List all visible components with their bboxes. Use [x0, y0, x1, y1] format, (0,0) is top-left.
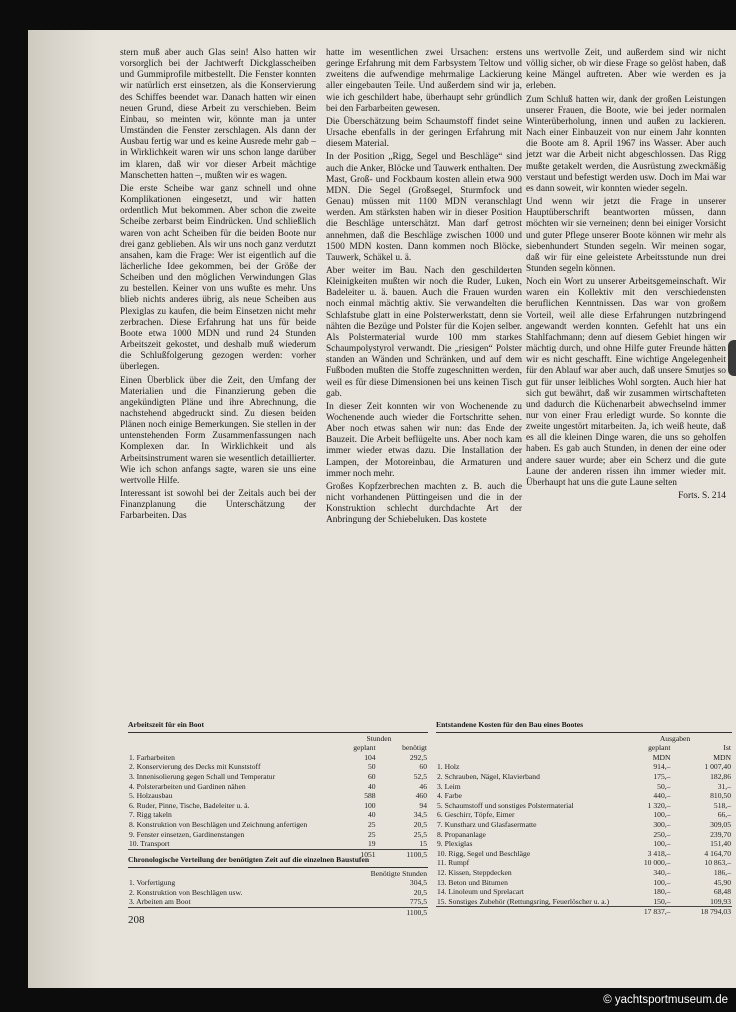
- page-gutter: [28, 30, 100, 988]
- row-label: 5. Holzausbau: [129, 791, 173, 801]
- row-label: 14. Linoleum und Sprelacart: [437, 887, 524, 897]
- watermark-credit: © yachtsportmuseum.de: [603, 994, 728, 1006]
- table-row: [128, 888, 428, 898]
- row-value: 775,5: [409, 897, 427, 907]
- row-value: 50,–: [657, 781, 671, 791]
- row-value: 20,5: [413, 887, 427, 897]
- column-header: Benötigte Stunden: [370, 868, 427, 878]
- row-label: 9. Plexiglas: [437, 839, 473, 849]
- row-label: 3. Innenisolierung gegen Schall und Temperatur: [129, 771, 276, 781]
- table-row: [436, 878, 732, 888]
- table-row: [436, 782, 732, 792]
- row-value: 588: [364, 791, 376, 801]
- row-value: 292,5: [409, 752, 427, 762]
- table-row: [436, 791, 732, 801]
- row-label: 11. Rumpf: [437, 858, 470, 868]
- table-row: [128, 878, 428, 888]
- row-label: 10. Rigg, Segel und Beschläge: [437, 848, 531, 858]
- table-row: [436, 887, 732, 897]
- row-value: 150,–: [653, 896, 671, 906]
- paragraph: Noch ein Wort zu unserer Arbeitsgemeinschaft. Wir waren ein Kollektiv mit den verschiedensten beruflichen Kenntnissen. Das war von großem Vorteil, weil alle diese Erfahrungen nutzbringend angewandt werden konnten. Gefehlt hat uns ein Stahlfachmann; denn auf diesem Gebiet hingen wir mächtig durch, und ohne Hilfe guter Freunde hätten wir es nicht geschafft. Eine wichtige Angelegenheit für den Ablauf war aber auch, daß unsere Smutjes so gut für unser leibliches Wohl sorgten. Auch hier hat sich gut bewährt, daß wir zusammen wirtschafteten und dadurch die Küchenarbeit abwechselnd immer nur von einer Frau erledigt wurde. So konnte die zweite ungestört mitarbeiten. Ja, ich weiß heute, daß es all die kleinen Dinge waren, die uns so geholfen haben. Es gab auch Stunden, in denen der eine oder andere sauer wurde; aber ein Scherz und die gute Laune der anderen rissen ihn immer wieder mit. Überhaupt hat uns die gute Laune selten: [526, 277, 726, 488]
- paragraph: In dieser Zeit konnten wir von Wochenende zu Wochenende auch wieder die Fortschritte sehen. Aber noch etwas sahen wir nun: das Ende der Bauzeit. Die Arbeit beflügelte uns. Aber noch kam immer wieder etwas dazu. Die Installation der Lampen, der Motoreinbau, die Armaturen und immer noch mehr.: [326, 401, 522, 479]
- total-planned: 1051: [330, 849, 377, 859]
- row-value: 66,–: [717, 810, 731, 820]
- row-value: 239,70: [710, 829, 731, 839]
- table-row: [436, 868, 732, 878]
- row-value: 250,–: [653, 829, 671, 839]
- row-value: 518,–: [713, 800, 731, 810]
- table-row: [128, 801, 428, 811]
- total-hours: 1100,5: [327, 907, 428, 917]
- paragraph: Die Überschätzung beim Schaumstoff findet seine Ursache ebenfalls in der geringen Erfahrung mit diesem Material.: [326, 116, 522, 150]
- row-label: 6. Geschirr, Töpfe, Eimer: [437, 810, 515, 820]
- row-value: 25: [367, 829, 376, 839]
- column-header: geplant: [353, 743, 376, 753]
- paragraph: Aber weiter im Bau. Nach den geschilderten Kleinigkeiten mußten wir noch die Ruder, Luken, Badeleiter u. ä. bauen. Auch die Frauen wurden noch einmal mächtig aktiv. Sie verwandelten die Schlafstube glatt in eine Polsterwerkstatt, denn sie nähten die Bezüge und Polster für die Kojen selber. Als Polstermaterial wurde 100 mm starkes Schaumpolystyrol verwandt. Die „riesigen“ Polster standen an Wänden und Schränken, und auf dem Fußboden mußten die Stoffe zugeschnitten werden, weil es für diese Dimensionen bei uns keinen Tisch gab.: [326, 265, 522, 399]
- row-value: 20,5: [413, 819, 427, 829]
- column-unit: MDN: [713, 752, 731, 762]
- table-row: [128, 830, 428, 840]
- row-label: 5. Schaumstoff und sonstiges Polstermaterial: [437, 800, 574, 810]
- row-value: 300,–: [653, 819, 671, 829]
- text-column-3: [526, 48, 726, 502]
- paragraph: In der Position „Rigg, Segel und Beschläge“ sind auch die Anker, Blöcke und Tauwerk enthalten. Der Mast, Groß- und Fockbaum kosten allein etwa 900 MDN. Die Segel (Großsegel, Sturmfock und Genau) müssen mit 1100 MDN veranschlagt werden. Am stärksten haben wir in dieser Position die Beschläge unterschätzt. Man darf getrost annehmen, daß die Beschläge zwischen 1000 und 1500 MDN kosten. Dann kommen noch Blöcke, Tauwerk, Schäkel u. ä.: [326, 152, 522, 263]
- paragraph: Die erste Scheibe war ganz schnell und ohne Komplikationen eingesetzt, und wir hatten ordentlich Mut bekommen. Aber schon die zweite Scheibe zerbarst beim Eindrücken. Und schließlich waren von acht Scheiben für die beiden Boote nur drei ganz geblieben. Als wir uns noch ganz verdutzt ansahen, kam die Frage: Wer ist eigentlich auf die lächerliche Idee gekommen, bei der Größe der Scheiben und den möglichen Verwindungen Glas zu bestellen. Keiner von uns wußte es mehr. Uns blieb nichts anderes übrig, als neue Scheiben aus Plexiglas zu kaufen, die beim Einsetzen nicht mehr zerbrachen. Diese Erfahrung hat uns für beide Boote etwa 1000 MDN und rund 24 Stunden Arbeitszeit gekostet, und deshalb muß wiederum die Schlußfolgerung gezogen werden: vorher überlegen.: [120, 183, 316, 373]
- table-row: [436, 762, 732, 772]
- row-value: 340,–: [653, 867, 671, 877]
- table-row: [128, 772, 428, 782]
- row-value: 309,05: [710, 819, 731, 829]
- table-row: [436, 858, 732, 868]
- row-label: 8. Konstruktion von Beschlägen und Zeichnung anfertigen: [129, 819, 308, 829]
- table-row: [128, 839, 428, 849]
- row-label: 4. Farbe: [437, 791, 462, 801]
- paragraph: Zum Schluß hatten wir, dank der großen Leistungen unserer Frauen, die Boote, wie bei jeder normalen Winterüberholung, innen und außen zu lackieren. Nach einer Einbauzeit von nur einem Jahr konnten die Boote am 8. April 1967 ins Wasser. Aber auch jetzt war die Arbeit nicht abgeschlossen. Das Rigg mußte getakelt werden, die Ausrüstung zweckmäßig verstaut und befestigt werden usw. Doch im Mai war es dann soweit, wir konnten wieder segeln.: [526, 94, 726, 194]
- cost-table: [436, 720, 732, 917]
- row-value: 40: [367, 810, 376, 820]
- table-row: [128, 810, 428, 820]
- paragraph: stern muß aber auch Glas sein! Also hatten wir vorsorglich bei der Jachtwerft Dickglasscheiben und Gummiprofile mitbestellt. Die Fenster konnten wir natürlich erst einsetzen, als die Konservierung des Schiffes beendet war. Danach hatten wir einen neuen Grund, diese Arbeit zu verschieben. Beim Einbau, so meinten wir, könnte man ja unter Umständen die Fenster zerschlagen. Als dann der Ausbau fertig war und es keine Ausrede mehr gab – in Wirklichkeit waren wir uns schon lange darüber im klaren, daß wir vor dieser Arbeit mächtige Manschetten hatten –, mußten wir es wagen.: [120, 48, 316, 181]
- paragraph: Und wenn wir jetzt die Frage in unserer Hauptüberschrift beantworten müssen, dann möchten wir sie verneinen; denn bei einiger Vorsicht und guter Pflege unserer Boote können wir mehr als siebenhundert Stunden segeln. Wir meinen sogar, daß wir für eine geleistete Arbeitsstunde nun drei Stunden segeln können.: [526, 197, 726, 274]
- table-row: [436, 897, 732, 907]
- table-row: [436, 801, 732, 811]
- magazine-page: [28, 30, 736, 988]
- work-hours-table: [128, 720, 428, 859]
- table-row: [436, 849, 732, 859]
- total-planned: 17 837,–: [618, 907, 671, 917]
- phase-distribution-table: [128, 855, 428, 918]
- row-value: 68,48: [713, 887, 731, 897]
- table-row: [436, 810, 732, 820]
- table-row: [128, 897, 428, 907]
- table-row: [436, 772, 732, 782]
- paragraph: Großes Kopfzerbrechen machten z. B. auch die nicht vorhandenen Püttingeisen und die in der Konstruktion schlecht durchdachte Art der Anbringung der Schiebeluken. Das kostete: [326, 481, 522, 526]
- table-row: [128, 753, 428, 763]
- row-value: 100: [364, 800, 376, 810]
- row-value: 4 164,70: [704, 848, 731, 858]
- row-value: 810,50: [710, 791, 731, 801]
- row-value: 100,–: [653, 810, 671, 820]
- row-value: 60: [419, 762, 427, 772]
- row-value: 1 320,–: [647, 800, 671, 810]
- row-label: 8. Propananlage: [437, 829, 486, 839]
- column-group-header: Stunden: [366, 733, 392, 743]
- row-value: 25: [367, 819, 376, 829]
- table-row: [128, 762, 428, 772]
- row-value: 109,93: [710, 896, 731, 906]
- row-value: 34,5: [413, 810, 427, 820]
- table-row: [436, 839, 732, 849]
- row-value: 460: [415, 791, 427, 801]
- column-header: geplant: [648, 743, 671, 753]
- row-value: 151,40: [710, 839, 731, 849]
- row-label: 4. Polsterarbeiten und Gardinen nähen: [129, 781, 246, 791]
- table-title: Entstandene Kosten für den Bau eines Bootes: [436, 720, 732, 733]
- row-value: 45,90: [713, 877, 731, 887]
- row-label: 13. Beton und Bitumen: [437, 877, 508, 887]
- row-label: 7. Kunstharz und Glasfasermatte: [437, 819, 537, 829]
- row-label: 1. Vorfertigung: [129, 878, 176, 888]
- row-label: 2. Schrauben, Nägel, Klavierband: [437, 771, 540, 781]
- row-label: 3. Arbeiten am Boot: [129, 897, 191, 907]
- row-value: 15: [419, 839, 427, 849]
- table-row: [128, 791, 428, 801]
- row-value: 440,–: [653, 791, 671, 801]
- row-value: 31,–: [717, 781, 731, 791]
- column-header: benötigt: [402, 743, 427, 753]
- text-column-2: [326, 48, 522, 529]
- total-actual: 18 794,03: [671, 907, 732, 917]
- row-value: 3 418,–: [647, 848, 671, 858]
- row-value: 19: [367, 839, 376, 849]
- row-label: 1. Holz: [437, 762, 460, 772]
- table-row: [128, 820, 428, 830]
- paragraph: Interessant ist sowohl bei der Zeitals auch bei der Finanzplanung die Unterschätzung der Farbarbeiten. Das: [120, 489, 316, 522]
- paragraph: hatte im wesentlichen zwei Ursachen: erstens geringe Erfahrung mit dem Farbsystem Teltow und zweitens die aufwendige mehrmalige Lackierung aller eingebauten Teile. Und außerdem sind wir ja, wie ich geschildert habe, überhaupt sehr gründlich bei den Farbarbeiten gewesen.: [326, 48, 522, 114]
- row-label: 1. Farbarbeiten: [129, 752, 175, 762]
- total-actual: 1100,5: [377, 849, 428, 859]
- row-value: 182,86: [710, 771, 731, 781]
- continued-note: Forts. S. 214: [678, 491, 726, 502]
- row-label: 9. Fenster einsetzen, Gardinenstangen: [129, 829, 245, 839]
- row-value: 60: [367, 771, 376, 781]
- row-value: 50: [367, 762, 376, 772]
- row-value: 40: [367, 781, 376, 791]
- row-value: 1 007,40: [704, 762, 731, 772]
- row-value: 25,5: [413, 829, 427, 839]
- row-label: 7. Rigg takeln: [129, 810, 172, 820]
- table-title: Chronologische Verteilung der benötigten Zeit auf die einzelnen Baustufen: [128, 855, 428, 868]
- row-value: 94: [419, 800, 427, 810]
- row-value: 46: [419, 781, 427, 791]
- row-label: 10. Transport: [129, 839, 170, 849]
- row-label: 12. Kissen, Steppdecken: [437, 867, 512, 877]
- table-title: Arbeitszeit für ein Boot: [128, 720, 428, 733]
- row-value: 914,–: [653, 762, 671, 772]
- row-label: 3. Leim: [437, 781, 461, 791]
- page-number: 208: [128, 914, 145, 926]
- row-value: 100,–: [653, 839, 671, 849]
- text-column-1: [120, 48, 316, 525]
- row-value: 100,–: [653, 877, 671, 887]
- row-value: 186,–: [713, 867, 731, 877]
- row-label: 6. Ruder, Pinne, Tische, Badeleiter u. ä.: [129, 800, 250, 810]
- row-value: 175,–: [653, 771, 671, 781]
- table-row: [128, 782, 428, 792]
- row-label: 2. Konstruktion von Beschlägen usw.: [129, 887, 243, 897]
- row-label: 2. Konservierung des Decks mit Kunststoff: [129, 762, 261, 772]
- table-row: [436, 830, 732, 840]
- paragraph: Einen Überblick über die Zeit, den Umfang der Materialien und die Finanzierung geben die angekündigten Pläne und ihre Abrechnung, die nachstehend abgedruckt sind. Zu diesen beiden Plänen noch einige Bemerkungen. Sie stellen in der untenstehenden Form Zusammenfassungen nach Komplexen dar. In Wirklichkeit und als Arbeitsinstrument waren sie wesentlich detaillierter. Wie ich schon anfangs sagte, waren sie uns eine wertvolle Hilfe.: [120, 375, 316, 486]
- column-group-header: Ausgaben: [659, 733, 691, 743]
- row-value: 52,5: [413, 771, 427, 781]
- row-label: 15. Sonstiges Zubehör (Rettungsring, Feuerlöscher u. a.): [437, 896, 610, 906]
- page-edge-marker: [728, 340, 736, 376]
- column-unit: MDN: [652, 752, 671, 762]
- row-value: 180,–: [653, 887, 671, 897]
- row-value: 10 000,–: [643, 858, 671, 868]
- paragraph: uns wertvolle Zeit, und außerdem sind wir nicht völlig sicher, ob wir diese Frage so gelöst haben, daß keine Mängel auftreten. Aber wie werden es ja erleben.: [526, 48, 726, 92]
- row-value: 10 863,–: [704, 858, 731, 868]
- row-value: 104: [364, 752, 376, 762]
- table-row: [436, 820, 732, 830]
- row-value: 304,5: [409, 878, 427, 888]
- column-header: Ist: [723, 743, 731, 753]
